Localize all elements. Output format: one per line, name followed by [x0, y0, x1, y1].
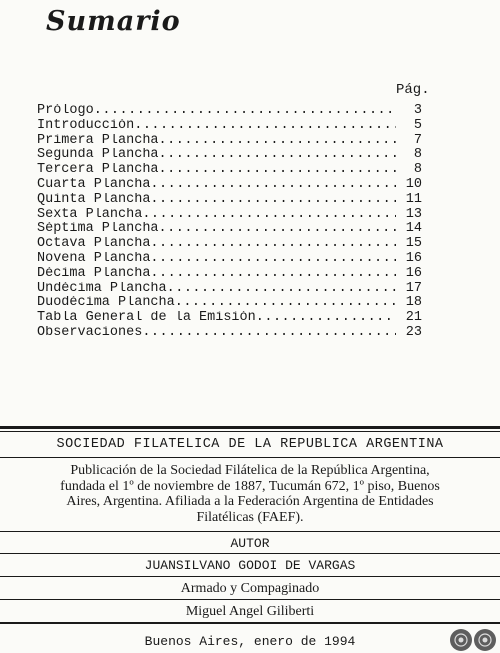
dot-leader: [142, 208, 396, 223]
toc-entry: [37, 267, 422, 282]
description-line: Publicación de la Sociedad Filátelica de la República Argentina,: [70, 463, 430, 478]
toc-entry-label: Duodécima Plancha: [37, 296, 175, 311]
stamp-badges: [450, 629, 496, 651]
toc-entry-page: 17: [405, 281, 422, 296]
toc-entry-page: 16: [405, 266, 422, 281]
toc-entry: [37, 134, 422, 149]
dot-leader: [175, 296, 396, 311]
toc-entry-page: 10: [405, 177, 422, 192]
toc-entry-page: 23: [405, 325, 422, 340]
page-column-header: Pág.: [396, 82, 430, 98]
toc-entry-label: Novena Plancha: [37, 251, 151, 266]
toc-entry-label: Sexta Plancha: [37, 207, 143, 222]
divider: [0, 553, 500, 554]
toc-entry-page: 15: [405, 237, 422, 252]
toc-entry-page: 7: [413, 133, 422, 148]
stamp-icon: [474, 629, 496, 651]
toc-entry-page: 21: [405, 311, 422, 326]
toc-entry: [37, 222, 422, 237]
toc-entry-label: Décima Plancha: [37, 266, 151, 281]
toc-entry: [37, 311, 422, 326]
toc-entry-label: Cuarta Plancha: [37, 177, 151, 192]
dot-leader: [167, 282, 396, 297]
toc-entry-page: 3: [413, 104, 422, 118]
dot-leader: [256, 311, 396, 326]
divider-thick: [0, 426, 500, 429]
dot-leader: [134, 119, 396, 134]
author-name: JUANSILVANO GODOI DE VARGAS: [144, 558, 356, 573]
dot-leader: [150, 267, 396, 282]
dot-leader: [150, 237, 396, 252]
place-and-date: Buenos Aires, enero de 1994: [144, 634, 356, 649]
divider: [0, 576, 500, 577]
toc-entry: [37, 326, 422, 341]
assembler-name: Miguel Angel Giliberti: [185, 604, 315, 619]
toc-entry: [37, 208, 422, 223]
divider: [0, 599, 500, 600]
dot-leader: [159, 163, 396, 178]
toc-entry-label: Séptima Plancha: [37, 222, 159, 237]
divider: [0, 531, 500, 532]
dot-leader: [150, 193, 396, 208]
dot-leader: [150, 178, 396, 193]
publication-description: [0, 463, 500, 525]
toc-entry-label: Segunda Plancha: [37, 148, 159, 163]
dot-leader: [142, 326, 396, 341]
description-line: Aires, Argentina. Afiliada a la Federación Argentina de Entidades: [66, 494, 434, 510]
dot-leader: [94, 104, 396, 119]
author-label: AUTOR: [230, 536, 270, 551]
toc-entry: [37, 104, 422, 119]
stamp-icon: [450, 629, 472, 651]
table-of-contents: [37, 104, 422, 341]
toc-entry: [37, 163, 422, 178]
page-title: Sumario: [46, 6, 181, 37]
dot-leader: [150, 252, 396, 267]
description-line: fundada el 1º de noviembre de 1887, Tucumán 672, 1º piso, Buenos: [60, 478, 440, 494]
toc-entry: [37, 148, 422, 163]
toc-entry: [37, 296, 422, 311]
dot-leader: [159, 134, 396, 149]
toc-entry: [37, 193, 422, 208]
toc-entry-label: Octava Plancha: [37, 237, 151, 252]
toc-entry: [37, 178, 422, 193]
toc-entry-page: 5: [413, 118, 422, 133]
toc-entry-label: Quinta Plancha: [37, 192, 151, 207]
toc-entry-page: 8: [413, 148, 422, 163]
assembled-label: Armado y Compaginado: [180, 581, 320, 596]
dot-leader: [159, 222, 396, 237]
divider: [0, 622, 500, 624]
divider: [0, 457, 500, 458]
toc-entry: [37, 119, 422, 134]
toc-entry-label: Introducción: [37, 118, 135, 133]
society-name: SOCIEDAD FILATELICA DE LA REPUBLICA ARGENTINA: [56, 437, 444, 452]
toc-entry-label: Prólogo: [37, 104, 94, 118]
toc-entry: [37, 252, 422, 267]
toc-entry-page: 8: [413, 163, 422, 178]
toc-entry-page: 11: [405, 192, 422, 207]
toc-entry-label: Primera Plancha: [37, 133, 159, 148]
toc-entry-label: Observaciones: [37, 325, 143, 340]
toc-entry-label: Tabla General de la Emisión: [37, 311, 256, 326]
description-line: Filatélicas (FAEF).: [196, 509, 304, 525]
toc-entry-page: 16: [405, 251, 422, 266]
toc-entry-page: 18: [405, 296, 422, 311]
toc-entry-page: 14: [405, 222, 422, 237]
divider: [0, 431, 500, 432]
toc-entry-page: 13: [405, 207, 422, 222]
toc-entry-label: Tercera Plancha: [37, 163, 159, 178]
toc-entry: [37, 282, 422, 297]
toc-entry-label: Undécima Plancha: [37, 281, 167, 296]
dot-leader: [159, 148, 396, 163]
toc-entry: [37, 237, 422, 252]
